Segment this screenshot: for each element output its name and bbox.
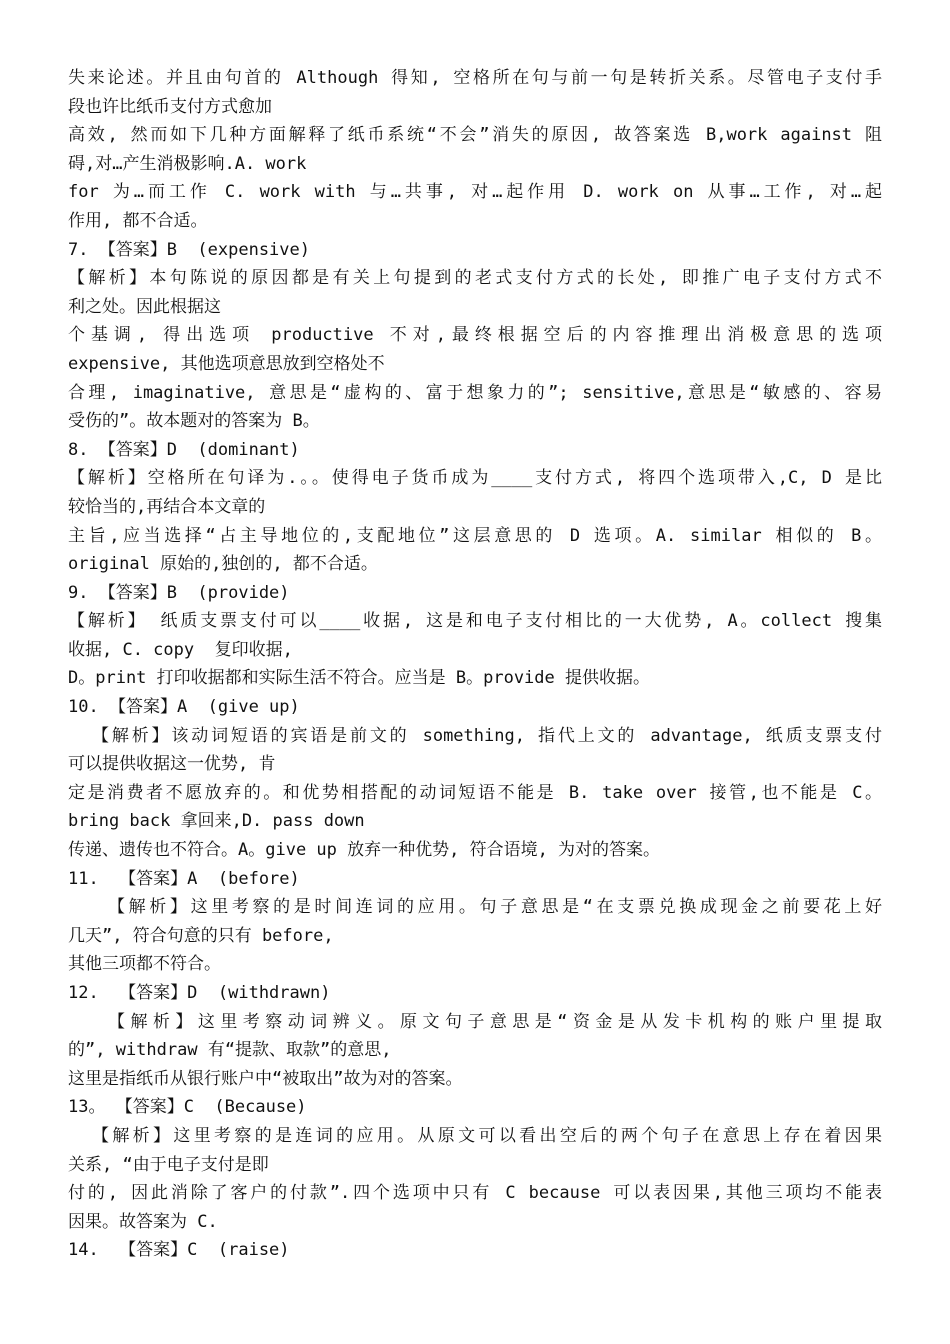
text-line: 失来论述。并且由句首的 Although 得知, 空格所在句与前一句是转折关系。尽管电子支付手 bbox=[68, 68, 882, 88]
text-line: 定是消费者不愿放弃的。和优势相搭配的动词短语不能是 B. take over 接管,也不能是 C。 bbox=[68, 782, 882, 803]
text-line: 几天”, 符合句意的只有 before, bbox=[68, 925, 334, 946]
text-line: 付的, 因此消除了客户的付款”.四个选项中只有 C because 可以表因果,其他三项均不能表 bbox=[68, 1183, 882, 1204]
text-line: 关系, “由于电子支付是即 bbox=[68, 1154, 269, 1175]
text-line: 段也许比纸币支付方式愈加 bbox=[68, 96, 272, 117]
text-line: 受伤的”。故本题对的答案为 B。 bbox=[68, 411, 320, 432]
text-line: 其他三项都不符合。 bbox=[68, 954, 221, 975]
text-line: 作用, 都不合适。 bbox=[68, 210, 208, 231]
text-line: 【解析】这里考察的是时间连词的应用。句子意思是“在支票兑换成现金之前要花上好 bbox=[108, 897, 882, 918]
text-line: 因果。故答案为 C. bbox=[68, 1211, 218, 1232]
text-line: 9. 【答案】B (provide) bbox=[68, 582, 290, 603]
text-line: 【解析】空格所在句译为.。。使得电子货币成为____支付方式, 将四个选项带入,C, D 是比 bbox=[68, 468, 882, 489]
text-line: 【解析】 纸质支票支付可以____收据, 这是和电子支付相比的一大优势, A。collect 搜集 bbox=[68, 611, 882, 632]
text-line: 收据, C. copy 复印收据, bbox=[68, 639, 293, 660]
text-line: 可以提供收据这一优势, 肯 bbox=[68, 754, 276, 775]
text-line: bring back 拿回来,D. pass down bbox=[68, 811, 365, 832]
text-line: 高效, 然而如下几种方面解释了纸币系统“不会”消失的原因, 故答案选 B,work against 阻 bbox=[68, 125, 882, 146]
text-line: expensive, 其他选项意思放到空格处不 bbox=[68, 353, 385, 374]
text-line: 7. 【答案】B (expensive) bbox=[68, 239, 310, 260]
text-line: 传递、遗传也不符合。A。give up 放弃一种优势, 符合语境, 为对的答案。 bbox=[68, 840, 661, 861]
text-line: 【解析】本句陈说的原因都是有关上句提到的老式支付方式的长处, 即推广电子支付方式不 bbox=[68, 268, 882, 289]
text-line: original 原始的,独创的, 都不合适。 bbox=[68, 554, 378, 575]
text-line: 的”, withdraw 有“提款、取款”的意思, bbox=[68, 1040, 392, 1061]
document-body bbox=[68, 64, 882, 1265]
text-line: 14. 【答案】C (raise) bbox=[68, 1240, 290, 1261]
text-line: D。print 打印收据都和实际生活不符合。应当是 B。provide 提供收据。 bbox=[68, 668, 650, 689]
text-line: 【解析】这里考察动词辨义。原文句子意思是“资金是从发卡机构的账户里提取 bbox=[108, 1011, 882, 1032]
text-line: 【解析】该动词短语的宾语是前文的 something, 指代上文的 advantage, 纸质支票支付 bbox=[92, 725, 882, 746]
text-line: 【解析】这里考察的是连词的应用。从原文可以看出空后的两个句子在意思上存在着因果 bbox=[92, 1125, 882, 1146]
text-line: 13。 【答案】C (Because) bbox=[68, 1097, 307, 1118]
text-line: 个基调, 得出选项 productive 不对,最终根据空后的内容推理出消极意思的选项 bbox=[68, 325, 882, 346]
text-line: 主旨,应当选择“占主导地位的,支配地位”这层意思的 D 选项。A. similar 相似的 B。 bbox=[68, 525, 882, 546]
text-line: 合理, imaginative, 意思是“虚构的、富于想象力的”; sensitive,意思是“敏感的、容易 bbox=[68, 382, 882, 403]
text-line: 这里是指纸币从银行账户中“被取出”故为对的答案。 bbox=[68, 1068, 463, 1089]
text-line: for 为…而工作 C. work with 与…共事, 对…起作用 D. work on 从事…工作, 对…起 bbox=[68, 182, 882, 203]
text-line: 碍,对…产生消极影响.A. work bbox=[68, 153, 307, 174]
text-line: 8. 【答案】D (dominant) bbox=[68, 439, 300, 460]
text-line: 12. 【答案】D (withdrawn) bbox=[68, 983, 331, 1003]
text-line: 11. 【答案】A (before) bbox=[68, 868, 300, 889]
text-line: 较恰当的,再结合本文章的 bbox=[68, 496, 266, 517]
text-line: 10. 【答案】A (give up) bbox=[68, 697, 300, 718]
text-line: 利之处。因此根据这 bbox=[68, 296, 221, 317]
